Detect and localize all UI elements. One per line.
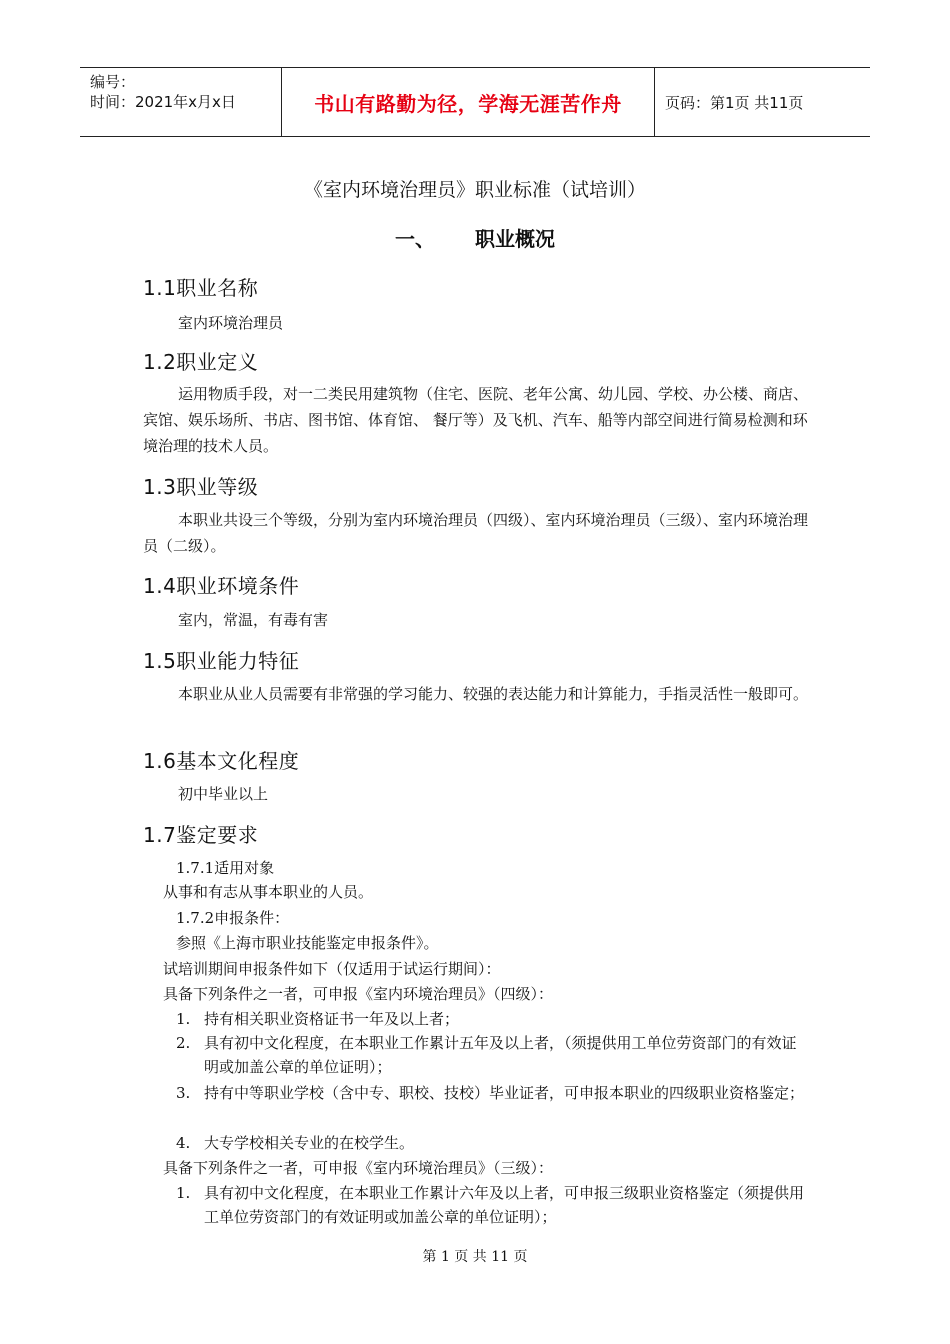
header-motto: 书山有路勤为径，学海无涯苦作舟 xyxy=(282,68,655,136)
page-footer: 第 1 页 共 11 页 xyxy=(422,1249,528,1265)
list-item-text: 具有初中文化程度，在本职业工作累计五年及以上者，（须提供用工单位劳资部门的有效证明或加盖公章的单位证明）； xyxy=(204,1034,797,1076)
list-item xyxy=(176,1031,811,1079)
section-body: 室内，常温，有毒有害 xyxy=(178,611,329,629)
list-item-number: 3. xyxy=(176,1084,191,1102)
section-heading: 1.7鉴定要求 xyxy=(143,823,259,847)
section-heading: 1.6基本文化程度 xyxy=(143,749,300,773)
section-body: 本职业从业人员需要有非常强的学习能力、较强的表达能力和计算能力，手指灵活性一般即可。 xyxy=(178,685,809,703)
list-item-number: 2. xyxy=(176,1034,191,1052)
subsection-text: 参照《上海市职业技能鉴定申报条件》。 xyxy=(176,934,439,952)
section-body: 运用物质手段，对一二类民用建筑物（住宅、医院、老年公寓、幼儿园、学校、办公楼、商店、宾馆、娱乐场所、书店、图书馆、体育馆、 餐厅等）及飞机、汽车、船等内部空间进行简易检测和环境治理的技术人员。 xyxy=(143,385,809,455)
section-heading: 1.1职业名称 xyxy=(143,276,259,300)
section-heading: 1.4职业环境条件 xyxy=(143,574,300,598)
subsection-label: 1.7.2申报条件： xyxy=(176,909,290,927)
list-item xyxy=(176,1131,811,1155)
chapter-heading xyxy=(0,223,950,252)
subsection-text: 从事和有志从事本职业的人员。 xyxy=(163,883,374,901)
document-title: 《室内环境治理员》职业标准（试培训） xyxy=(303,179,646,201)
header-page-info: 页码：第1页 共11页 xyxy=(665,93,804,112)
list-item-text: 具有初中文化程度，在本职业工作累计六年及以上者，可申报三级职业资格鉴定（须提供用工单位劳资部门的有效证明或加盖公章的单位证明）； xyxy=(204,1184,805,1226)
section-heading: 1.3职业等级 xyxy=(143,475,259,499)
list-item-number: 1. xyxy=(176,1184,191,1202)
section-heading: 1.5职业能力特征 xyxy=(143,649,300,673)
chapter-number: 一、 xyxy=(395,227,435,251)
document-date: 时间：2021年x月x日 xyxy=(90,93,236,111)
chapter-title: 职业概况 xyxy=(475,227,555,251)
trial-intro: 试培训期间申报条件如下（仅适用于试运行期间）： xyxy=(163,960,501,978)
list-item xyxy=(176,1081,811,1105)
section-body: 室内环境治理员 xyxy=(178,314,284,332)
level4-intro: 具备下列条件之一者，可申报《室内环境治理员》（四级）： xyxy=(163,985,554,1003)
subsection-label: 1.7.1适用对象 xyxy=(176,859,275,877)
list-item-number: 4. xyxy=(176,1134,191,1152)
document-number-label: 编号： xyxy=(90,73,136,91)
section-body: 初中毕业以上 xyxy=(178,785,269,803)
list-item-number: 1. xyxy=(176,1010,191,1028)
list-item-text: 持有相关职业资格证书一年及以上者； xyxy=(204,1010,460,1028)
list-item-text: 持有中等职业学校（含中专、职校、技校）毕业证者，可申报本职业的四级职业资格鉴定； xyxy=(204,1084,805,1102)
level3-intro: 具备下列条件之一者，可申报《室内环境治理员》（三级）： xyxy=(163,1159,554,1177)
list-item-text: 大专学校相关专业的在校学生。 xyxy=(204,1134,415,1152)
list-item xyxy=(176,1181,811,1229)
section-heading: 1.2职业定义 xyxy=(143,350,259,374)
header-meta xyxy=(80,68,282,136)
page-header xyxy=(80,67,870,137)
list-item xyxy=(176,1007,811,1031)
section-body: 本职业共设三个等级，分别为室内环境治理员（四级）、室内环境治理员（三级）、室内环境治理员（二级）。 xyxy=(143,511,809,555)
